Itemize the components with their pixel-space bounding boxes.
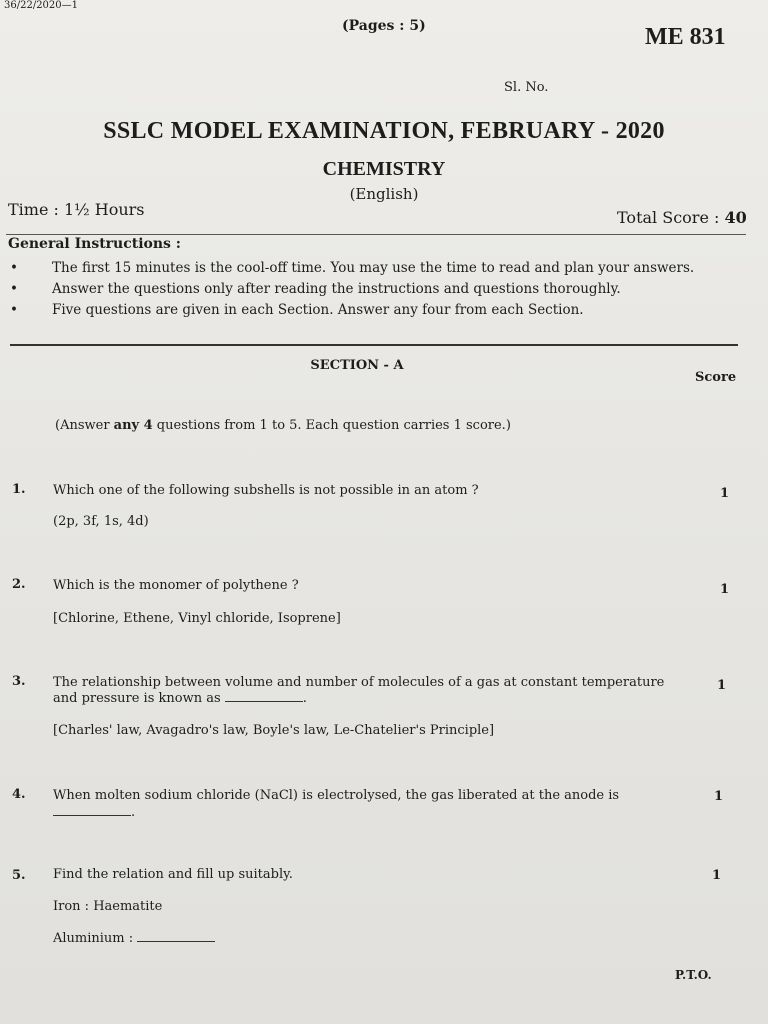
question-number: 5. [12,868,26,883]
question-options: [Chlorine, Ethene, Vinyl chloride, Isoprene] [53,611,341,626]
serial-number-label: Sl. No. [504,80,549,95]
divider-section [10,344,738,346]
question-score: 1 [717,678,727,693]
question-number: 1. [12,482,26,497]
bullet-icon: • [10,302,18,318]
answer-blank[interactable] [225,690,303,702]
document-code: 36/22/2020—1 [4,0,78,11]
page-turn-note: P.T.O. [675,968,712,982]
section-instruction: (Answer any 4 questions from 1 to 5. Each question carries 1 score.) [55,418,511,433]
bullet-icon: • [10,260,18,276]
question-score: 1 [714,789,724,804]
instruction-item: • The first 15 minutes is the cool-off time. You may use the time to read and plan your answers. [8,258,694,279]
question-number: 3. [12,674,26,689]
question-text: Which is the monomer of polythene ? [53,578,299,593]
instruction-item: • Five questions are given in each Section. Answer any four from each Section. [8,300,694,321]
answer-blank[interactable] [53,804,131,816]
time-label: Time : 1½ Hours [8,200,145,219]
question-answer-line: . [53,804,135,822]
paper-code: ME 831 [645,24,726,50]
question-score: 1 [720,486,730,501]
subject-title: CHEMISTRY [322,158,446,180]
section-title: SECTION - A [310,358,404,373]
score-column-header: Score [695,370,737,385]
question-score: 1 [712,868,722,883]
divider-top [6,234,746,235]
relation-question: Aluminium : [53,930,215,948]
page-count: (Pages : 5) [342,18,426,34]
question-number: 4. [12,787,26,802]
question-text-line-2: and pressure is known as . [53,691,307,706]
question-options: [Charles' law, Avagadro's law, Boyle's law, Le-Chatelier's Principle] [53,723,495,738]
bullet-icon: • [10,281,18,297]
question-text: When molten sodium chloride (NaCl) is electrolysed, the gas liberated at the anode is [53,788,620,803]
instructions-title: General Instructions : [8,236,181,252]
question-text: Which one of the following subshells is not possible in an atom ? [53,483,479,498]
instructions-list [8,258,694,321]
question-score: 1 [720,582,730,597]
total-score [617,208,747,227]
total-score-value: 40 [724,208,747,227]
language-label: (English) [349,185,419,203]
instruction-item: • Answer the questions only after reading the instructions and questions thoroughly. [8,279,694,300]
question-options: (2p, 3f, 1s, 4d) [53,514,149,529]
exam-title: SSLC MODEL EXAMINATION, FEBRUARY - 2020 [103,118,665,144]
question-text: Find the relation and fill up suitably. [53,867,293,882]
question-text-line-1: The relationship between volume and number of molecules of a gas at constant temperature [53,675,665,690]
question-number: 2. [12,577,26,592]
relation-example: Iron : Haematite [53,899,163,914]
total-score-label: Total Score : [617,208,725,227]
answer-blank[interactable] [137,930,215,942]
